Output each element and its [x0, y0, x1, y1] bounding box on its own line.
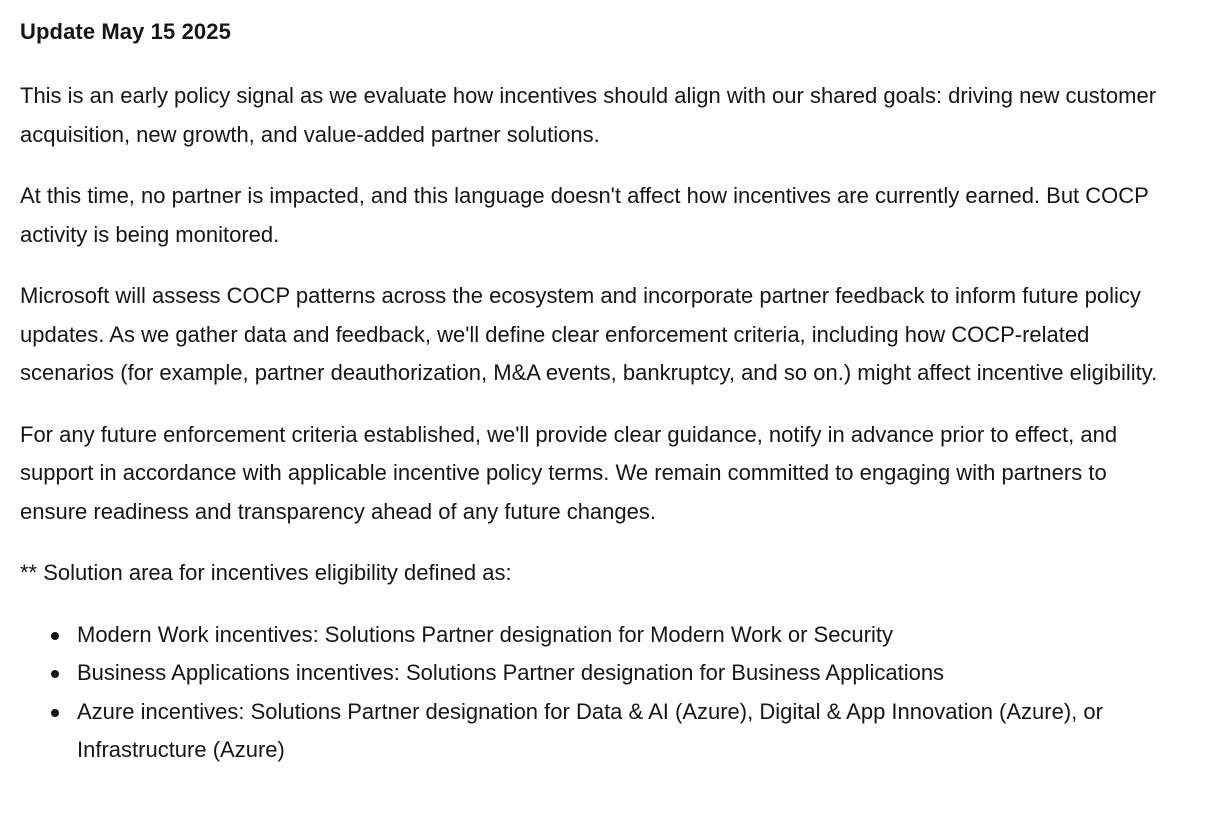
list-item-modern-work	[77, 616, 1174, 655]
solution-area-note: ** Solution area for incentives eligibility defined as:	[20, 560, 512, 585]
solution-area-list	[20, 616, 1174, 770]
paragraph-no-impact: At this time, no partner is impacted, and this language doesn't affect how incentives are currently earned. But COCP activity is being monitored.	[20, 183, 1149, 247]
bullet-icon	[51, 709, 59, 717]
list-item-azure	[77, 693, 1174, 770]
bullet-icon	[51, 670, 59, 678]
paragraph-enforcement: For any future enforcement criteria established, we'll provide clear guidance, notify in advance prior to effect, and support in accordance with applicable incentive policy terms. We remain committed to engaging with partners to ensure readiness and transparency ahead of any future changes.	[20, 421, 1118, 524]
update-heading: Update May 15 2025	[20, 19, 231, 44]
list-item-business-applications	[77, 654, 1174, 693]
list-item-text: Azure incentives: Solutions Partner designation for Data & AI (Azure), Digital & App Innovation (Azure), or Infrastructure (Azure)	[77, 698, 1103, 762]
paragraph-policy-signal: This is an early policy signal as we evaluate how incentives should align with our shared goals: driving new customer acquisition, new growth, and value-added partner solutions.	[20, 83, 1157, 147]
list-item-text: Modern Work incentives: Solutions Partner designation for Modern Work or Security	[77, 621, 893, 647]
paragraph-assessment: Microsoft will assess COCP patterns across the ecosystem and incorporate partner feedback to inform future policy updates. As we gather data and feedback, we'll define clear enforcement criteria, including how COCP-related scenarios (for example, partner deauthorization, M&A events, bankruptcy, and so on.) might affect incentive eligibility.	[20, 283, 1158, 385]
bullet-icon	[51, 632, 59, 640]
list-item-text: Business Applications incentives: Solutions Partner designation for Business Applications	[77, 660, 945, 685]
